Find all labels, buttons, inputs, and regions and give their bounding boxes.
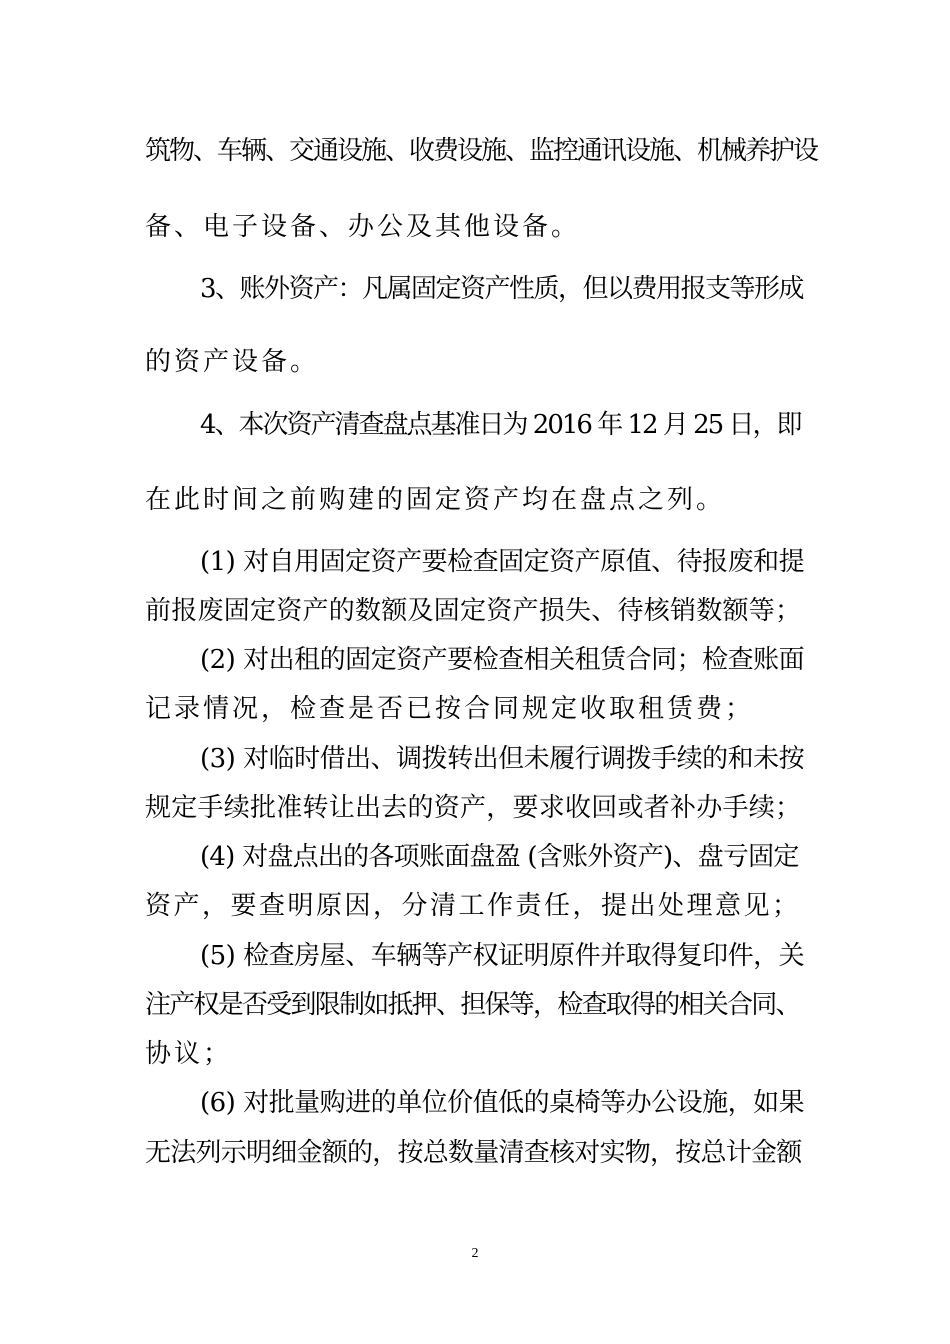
text-line: 协议； [145, 1039, 233, 1069]
text-line: 在此时间之前购建的固定资产均在盘点之列。 [145, 485, 726, 515]
text-line: (2) 对出租的固定资产要检查相关租赁合同；检查账面 [200, 645, 805, 675]
text-line: 规定手续批准转让出去的资产，要求收回或者补办手续； [145, 793, 802, 823]
text-line: 资产，要查明原因，分清工作责任，提出处理意见； [145, 891, 801, 921]
text-line: (1) 对自用固定资产要检查固定资产原值、待报废和提 [200, 547, 805, 577]
text-line: 3、账外资产：凡属固定资产性质，但以费用报支等形成 [200, 274, 804, 304]
text-line: (4) 对盘点出的各项账面盘盈 (含账外资产)、盘亏固定 [200, 842, 799, 872]
text-line: 无法列示明细金额的，按总数量清查核对实物，按总计金额 [145, 1138, 802, 1168]
text-line: 备、电子设备、办公及其他设备。 [145, 212, 581, 242]
text-line: 筑物、车辆、交通设施、收费设施、监控通讯设施、机械养护设 [145, 136, 818, 166]
text-line: 注产权是否受到限制如抵押、担保等，检查取得的相关合同、 [145, 990, 800, 1020]
text-line: 4、本次资产清查盘点基准日为 2016 年 12 月 25 日，即 [200, 410, 801, 440]
text-line: 的资产设备。 [145, 347, 320, 377]
text-line: (3) 对临时借出、调拨转出但未履行调拨手续的和未按 [200, 744, 805, 774]
text-line: 前报废固定资产的数额及固定资产损失、待核销数额等； [145, 596, 802, 626]
text-line: 记录情况，检查是否已按合同规定收取租赁费； [145, 694, 755, 724]
text-line: (6) 对批量购进的单位价值低的桌椅等办公设施，如果 [200, 1088, 805, 1118]
page-number: 2 [471, 1246, 479, 1261]
text-line: (5) 检查房屋、车辆等产权证明原件并取得复印件，关 [200, 941, 805, 971]
